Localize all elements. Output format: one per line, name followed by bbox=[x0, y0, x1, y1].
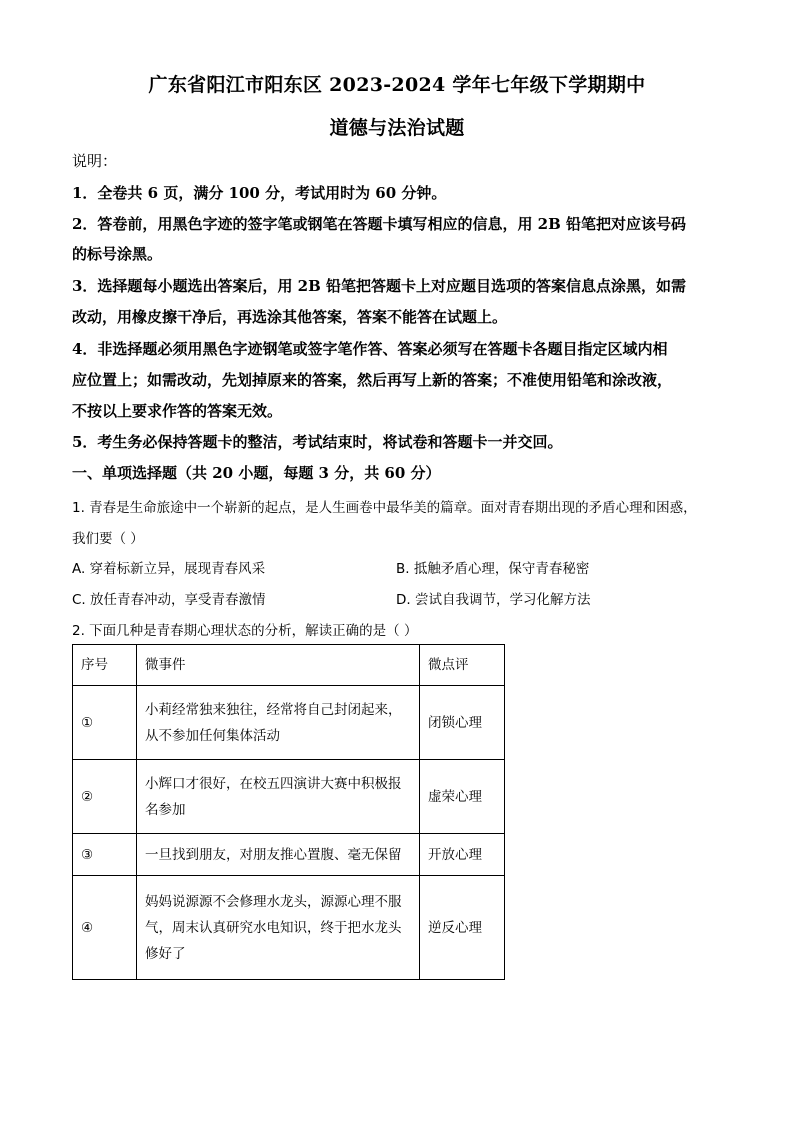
header-cell: 微点评 bbox=[420, 645, 505, 686]
q2-table bbox=[72, 644, 505, 980]
instruction-line: 应位置上；如需改动，先划掉原来的答案，然后再写上新的答案；不准使用铅笔和涂改液， bbox=[72, 371, 673, 389]
instruction-line: 的标号涂黑。 bbox=[72, 245, 163, 263]
event-cell bbox=[137, 876, 420, 980]
instructions-heading: 说明： bbox=[72, 152, 118, 170]
table-row bbox=[73, 834, 505, 876]
event-cell bbox=[137, 686, 420, 760]
instruction-line: 1．全卷共 6 页，满分 100 分，考试用时为 60 分钟。 bbox=[72, 184, 447, 202]
header-cell: 微事件 bbox=[137, 645, 420, 686]
instruction-line: 不按以上要求作答的答案无效。 bbox=[72, 402, 283, 420]
q1-option-b[interactable]: B. 抵触矛盾心理，保守青春秘密 bbox=[396, 561, 590, 577]
event-text: 小莉经常独来独往，经常将自己封闭起来， bbox=[145, 701, 402, 718]
instruction-line: 改动，用橡皮擦干净后，再选涂其他答案，答案不能答在试题上。 bbox=[72, 308, 508, 326]
instruction-line: 4．非选择题必须用黑色字迹钢笔或签字笔作答、答案必须写在答题卡各题目指定区域内相 bbox=[72, 340, 668, 358]
q1-option-a[interactable]: A. 穿着标新立异，展现青春风采 bbox=[72, 561, 266, 577]
table-header-row bbox=[73, 645, 505, 686]
comment-cell: 逆反心理 bbox=[420, 876, 505, 980]
question-1-stem-cont: 我们要（ ） bbox=[72, 531, 144, 547]
event-text: 从不参加任何集体活动 bbox=[145, 727, 280, 744]
question-2-stem: 2. 下面几种是青春期心理状态的分析，解读正确的是（ ） bbox=[72, 623, 418, 639]
header-cell: 序号 bbox=[73, 645, 137, 686]
event-cell: 一旦找到朋友，对朋友推心置腹、毫无保留 bbox=[137, 834, 420, 876]
exam-title: 广东省阳江市阳东区 2023-2024 学年七年级下学期期中 bbox=[148, 74, 646, 96]
comment-cell: 虚荣心理 bbox=[420, 760, 505, 834]
event-cell bbox=[137, 760, 420, 834]
event-text: 名参加 bbox=[145, 801, 186, 818]
comment-cell: 开放心理 bbox=[420, 834, 505, 876]
q1-option-d[interactable]: D. 尝试自我调节，学习化解方法 bbox=[396, 592, 591, 608]
table-row bbox=[73, 686, 505, 760]
row-number: ④ bbox=[73, 876, 137, 980]
instruction-line: 2．答卷前，用黑色字迹的签字笔或钢笔在答题卡填写相应的信息，用 2B 铅笔把对应该号码 bbox=[72, 215, 687, 233]
comment-cell: 闭锁心理 bbox=[420, 686, 505, 760]
table-row bbox=[73, 876, 505, 980]
question-1-stem: 1. 青春是生命旅途中一个崭新的起点，是人生画卷中最华美的篇章。面对青春期出现的矛盾心理和困惑， bbox=[72, 500, 697, 516]
table-row bbox=[73, 760, 505, 834]
event-text: 修好了 bbox=[145, 945, 186, 962]
event-text: 妈妈说源源不会修理水龙头，源源心理不服 bbox=[145, 893, 402, 910]
instruction-line: 3．选择题每小题选出答案后，用 2B 铅笔把答题卡上对应题目选项的答案信息点涂黑，如需 bbox=[72, 277, 687, 295]
row-number: ③ bbox=[73, 834, 137, 876]
row-number: ② bbox=[73, 760, 137, 834]
event-text: 气，周末认真研究水电知识，终于把水龙头 bbox=[145, 919, 402, 936]
event-text: 小辉口才很好，在校五四演讲大赛中积极报 bbox=[145, 775, 402, 792]
section-heading: 一、单项选择题（共 20 小题，每题 3 分，共 60 分） bbox=[72, 464, 441, 482]
row-number: ① bbox=[73, 686, 137, 760]
exam-subtitle: 道德与法治试题 bbox=[329, 117, 465, 139]
instruction-line: 5．考生务必保持答题卡的整洁，考试结束时，将试卷和答题卡一并交回。 bbox=[72, 433, 563, 451]
q1-option-c[interactable]: C. 放任青春冲动，享受青春激情 bbox=[72, 592, 266, 608]
